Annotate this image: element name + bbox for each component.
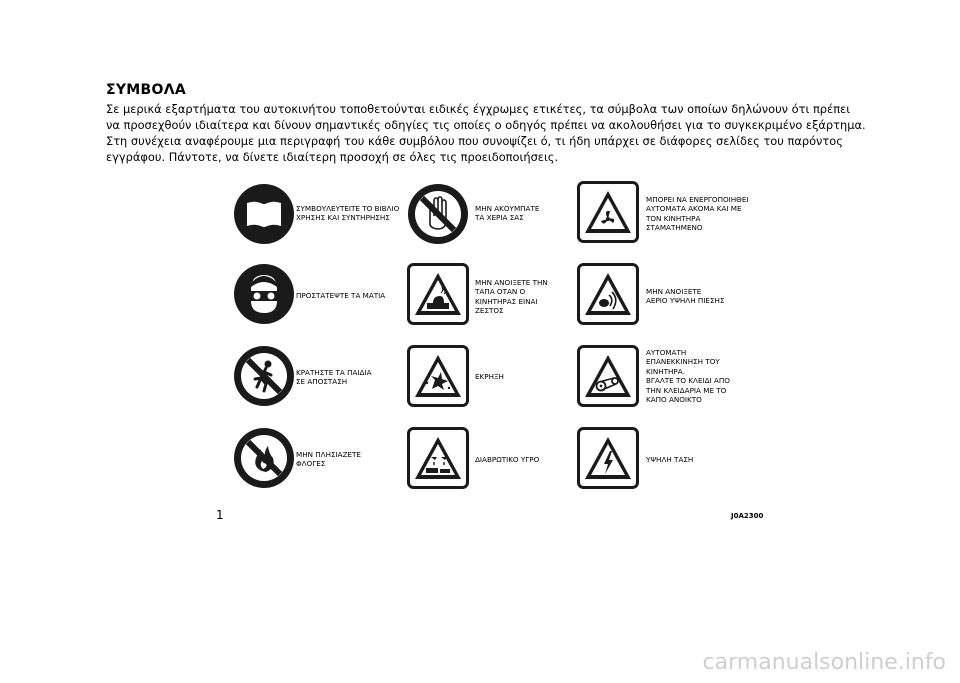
label-flames: ΜΗΝ ΠΛΗΣΙΑΖΕΤΕ ΦΛΟΓΕΣ [296, 450, 361, 469]
label-eyes: ΠΡΟΣΤΑΤΕΨΤΕ ΤΑ ΜΑΤΙΑ [296, 291, 386, 300]
goggles-icon [233, 263, 295, 325]
watermark: carmanualsonline.info [702, 650, 946, 675]
label-restart: ΑΥΤΟΜΑΤΗ ΕΠΑΝΕΚΚΙΝΗΣΗ ΤΟΥ ΚΙΝΗΤΗΡΑ. ΒΓΑΛΤΕ ΤΟ ΚΛΕΙΔΙ ΑΠΟ ΤΗΝ ΚΛΕΙΔΑΡΙΑ ΜΕ ΤΟ ΚΑΠΟ ΑΝΟΙΚΤΟ [646, 348, 730, 405]
label-voltage: ΥΨΗΛΗ ΤΑΣΗ [646, 455, 694, 464]
pressure-warning-icon [577, 263, 639, 325]
label-explosion: ΕΚΡΗΞΗ [475, 372, 504, 381]
figure-code: J0A2300 [731, 512, 764, 520]
no-hands-icon [407, 183, 469, 245]
no-children-icon [233, 345, 295, 407]
page-heading: ΣΥΜΒΟΛΑ [106, 82, 186, 98]
label-book: ΣΥΜΒΟΥΛΕΥΤΕΙΤΕ ΤΟ ΒΙΒΛΙΟ ΧΡΗΣΗΣ ΚΑΙ ΣΥΝΤΗΡΗΣΗΣ [296, 204, 400, 223]
label-corrosive: ΔΙΑΒΡΩΤΙΚΟ ΥΓΡΟ [475, 455, 540, 464]
no-flames-icon [233, 427, 295, 489]
label-fan: ΜΠΟΡΕΙ ΝΑ ΕΝΕΡΓΟΠΟΙΗΘΕΙ ΑΥΤΟΜΑΤΑ ΑΚΟΜΑ ΚΑΙ ΜΕ ΤΟΝ ΚΙΝΗΤΗΡΑ ΣΤΑΜΑΤΗΜΕΝΟ [646, 195, 749, 233]
corrosive-warning-icon [407, 427, 469, 489]
label-no-touch: ΜΗΝ ΑΚΟΥΜΠΑΤΕ ΤΑ ΧΕΡΙΑ ΣΑΣ [475, 204, 540, 223]
fan-warning-icon [577, 181, 639, 243]
intro-paragraph: Σε μερικά εξαρτήματα του αυτοκινήτου τοποθετούνται ειδικές έγχρωμες ετικέτες, τα σύμβολα των οποίων δηλώνουν ότι πρέπει να προσεχθούν ιδιαίτερα και δίνουν σημαντικές οδηγίες τις οποίες ο οδηγός πρέπει να ακολουθήσει για το συγκεκριμένο εξάρτημα. Στη συνέχεια αναφέρουμε μια περιγραφή του κάθε συμβόλου που συνοψίζει ό, τι ήδη υπάρχει σε διάφορες σελίδες του παρόντος εγγράφου. Πάντοτε, να δίνετε ιδιαίτερη προσοχή σε όλες τις προειδοποιήσεις. [106, 102, 866, 164]
label-children: ΚΡΑΤΗΣΤΕ ΤΑ ΠΑΙΔΙΑ ΣΕ ΑΠΟΣΤΑΣΗ [296, 368, 372, 387]
label-hot-cap: ΜΗΝ ΑΝΟΙΞΕΤΕ ΤΗΝ ΤΑΠΑ ΟΤΑΝ Ο ΚΙΝΗΤΗΡΑΣ ΕΙΝΑΙ ΖΕΣΤΟΣ [475, 278, 548, 316]
hot-cap-warning-icon [407, 263, 469, 325]
label-pressure: ΜΗΝ ΑΝΟΙΞΕΤΕ ΑΕΡΙΟ ΥΨΗΛΗ ΠΙΕΣΗΣ [646, 287, 725, 306]
belt-warning-icon [577, 345, 639, 407]
book-icon [233, 183, 295, 245]
high-voltage-icon [577, 427, 639, 489]
explosion-warning-icon [407, 345, 469, 407]
figure-number: 1 [216, 508, 224, 522]
